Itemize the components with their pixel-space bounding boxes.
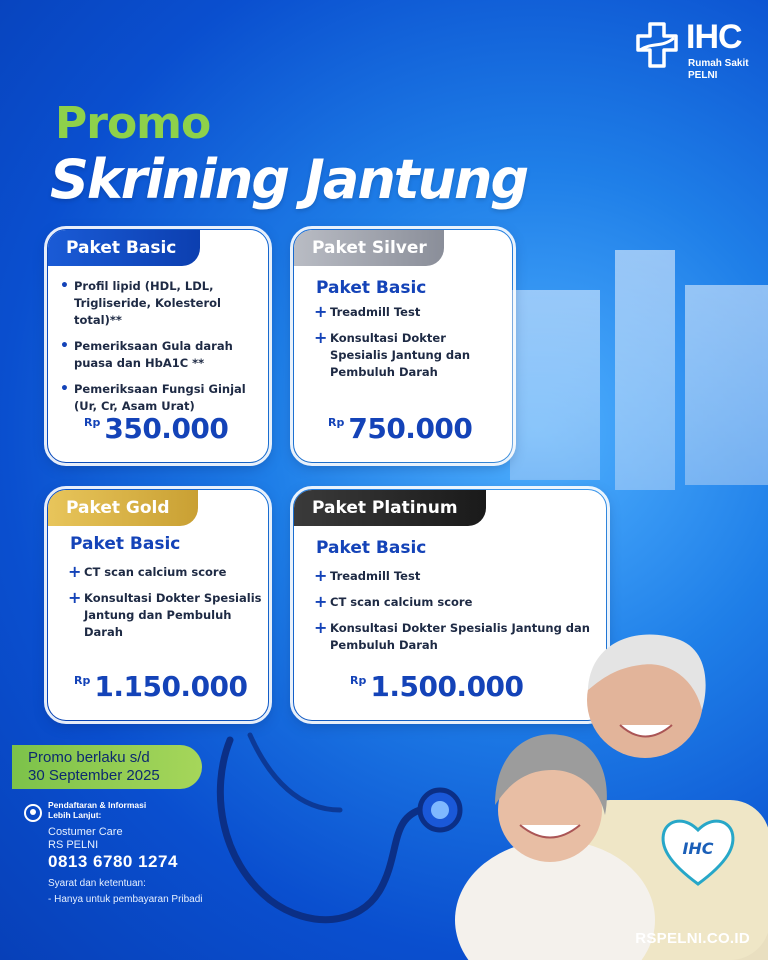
list-item: + Treadmill Test bbox=[314, 568, 599, 585]
package-price-basic bbox=[84, 412, 228, 445]
list-item: • Profil lipid (HDL, LDL, Trigliseride, Kolesterol total)** bbox=[58, 278, 263, 329]
phone-number[interactable]: 0813 6780 1274 bbox=[48, 852, 178, 871]
package-items-basic bbox=[58, 278, 263, 424]
elderly-couple-photo bbox=[440, 620, 768, 960]
contact-label: Pendaftaran & Informasi Lebih Lanjut: bbox=[48, 800, 147, 820]
price-amount: 350.000 bbox=[104, 412, 229, 445]
currency-label: Rp bbox=[84, 416, 101, 429]
currency-label: Rp bbox=[350, 674, 367, 687]
list-item: • Pemeriksaan Fungsi Ginjal (Ur, Cr, Asam Urat) bbox=[58, 381, 263, 415]
package-tab-platinum: Paket Platinum bbox=[294, 490, 486, 526]
currency-label: Rp bbox=[328, 416, 345, 429]
package-price-silver bbox=[328, 412, 472, 445]
brand-subtitle: Rumah Sakit PELNI bbox=[688, 58, 749, 81]
terms-title: Syarat dan ketentuan: bbox=[48, 878, 146, 889]
heart-logo-text: IHC bbox=[682, 839, 714, 858]
validity-line-1: Promo berlaku s/d bbox=[28, 749, 150, 766]
package-items-gold bbox=[68, 564, 263, 650]
validity-badge bbox=[12, 745, 202, 789]
ihc-cross-icon bbox=[632, 20, 682, 70]
validity-line-2: 30 September 2025 bbox=[28, 767, 160, 784]
package-tab-basic: Paket Basic bbox=[48, 230, 200, 266]
promo-label: Promo bbox=[55, 98, 211, 149]
hospital-building-image bbox=[510, 250, 768, 500]
ihc-heart-logo bbox=[658, 812, 738, 892]
package-items-silver bbox=[314, 304, 504, 390]
page-title: Skrining Jantung bbox=[50, 148, 528, 211]
package-tab-silver: Paket Silver bbox=[294, 230, 444, 266]
package-subtitle-gold: Paket Basic bbox=[70, 534, 181, 554]
terms-item: - Hanya untuk pembayaran Pribadi bbox=[48, 894, 203, 905]
price-amount: 750.000 bbox=[348, 412, 473, 445]
list-item: + Treadmill Test bbox=[314, 304, 504, 321]
ihc-logo bbox=[632, 18, 752, 88]
package-subtitle-platinum: Paket Basic bbox=[316, 538, 427, 558]
price-amount: 1.500.000 bbox=[370, 670, 524, 703]
package-card-gold bbox=[48, 490, 268, 720]
package-tab-gold: Paket Gold bbox=[48, 490, 198, 526]
website-link[interactable]: RSPELNI.CO.ID bbox=[635, 930, 750, 947]
customer-care-label: Costumer Care RS PELNI bbox=[48, 826, 123, 851]
package-card-basic bbox=[48, 230, 268, 462]
package-price-gold bbox=[74, 670, 248, 703]
list-item: + Konsultasi Dokter Spesialis Jantung dan Pembuluh Darah bbox=[68, 590, 263, 641]
price-amount: 1.150.000 bbox=[94, 670, 248, 703]
package-subtitle-silver: Paket Basic bbox=[316, 278, 427, 298]
list-item: + Konsultasi Dokter Spesialis Jantung dan Pembuluh Darah bbox=[314, 620, 599, 654]
list-item: + Konsultasi Dokter Spesialis Jantung dan Pembuluh Darah bbox=[314, 330, 504, 381]
list-item: + CT scan calcium score bbox=[314, 594, 599, 611]
currency-label: Rp bbox=[74, 674, 91, 687]
list-item: • Pemeriksaan Gula darah puasa dan HbA1C ** bbox=[58, 338, 263, 372]
stethoscope-icon bbox=[190, 730, 480, 960]
package-card-silver bbox=[294, 230, 512, 462]
brand-name: IHC bbox=[686, 18, 742, 56]
list-item: + CT scan calcium score bbox=[68, 564, 263, 581]
whatsapp-icon bbox=[24, 804, 42, 822]
